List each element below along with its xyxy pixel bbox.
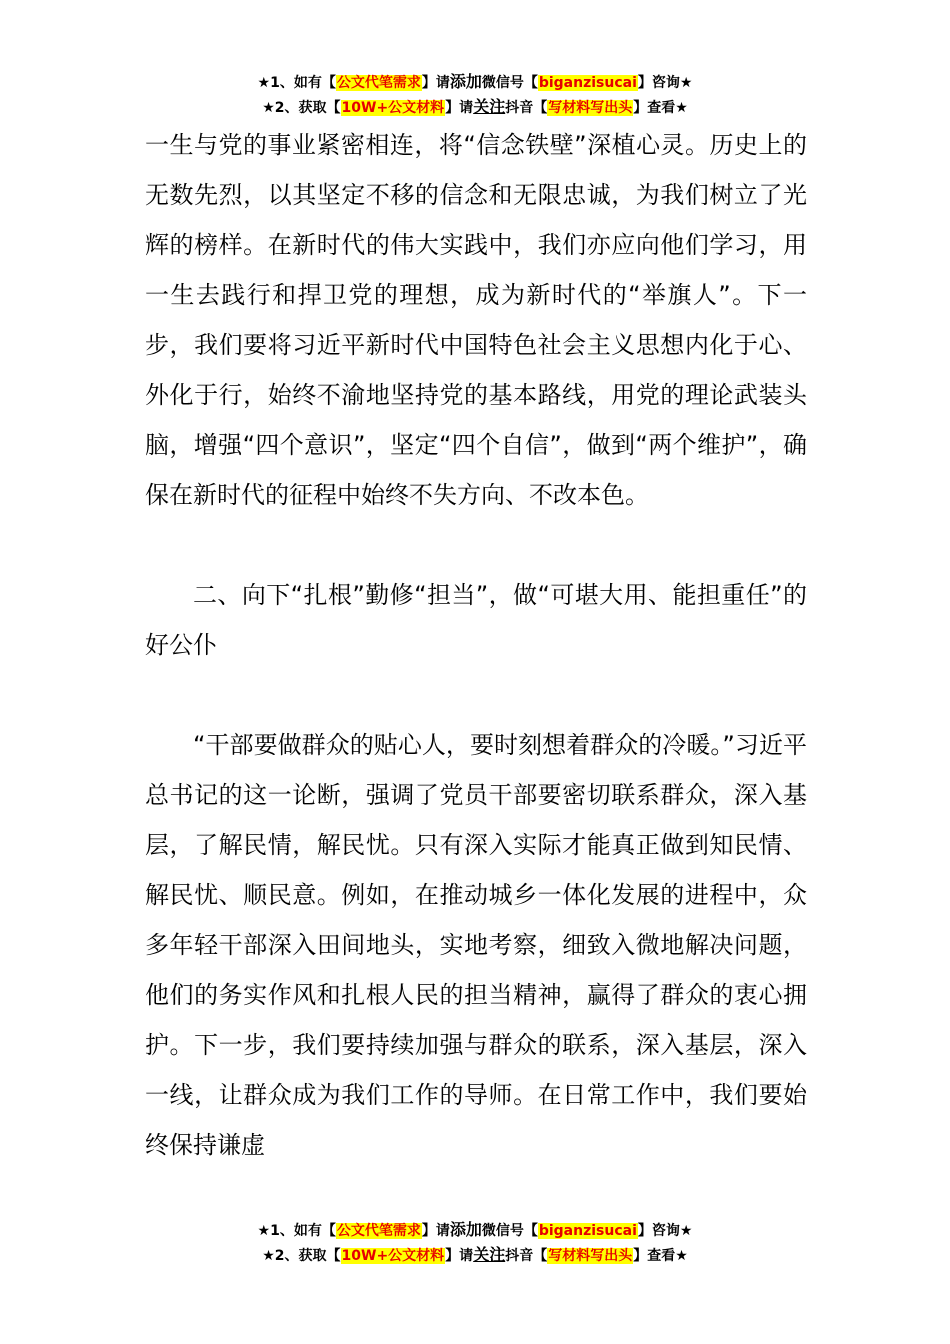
highlight-wechat-id: biganzisucai	[538, 75, 637, 91]
star-icon: ★	[262, 100, 275, 116]
highlight-materials: 10W+公文材料	[341, 100, 445, 116]
star-icon: ★	[675, 1248, 688, 1264]
banner-line-1: ★1、如有【公文代笔需求】请添加微信号【biganzisucai】咨询★	[257, 72, 693, 91]
document-body	[145, 120, 807, 1170]
highlight-douyin-id: 写材料写出头	[548, 1248, 633, 1264]
star-icon: ★	[679, 1223, 693, 1239]
highlight-service: 公文代笔需求	[336, 1223, 421, 1239]
highlight-service: 公文代笔需求	[336, 75, 421, 91]
banner-line-2: ★2、获取【10W+公文材料】请关注抖音【写材料写出头】查看★	[262, 1245, 688, 1264]
banner-line-2: ★2、获取【10W+公文材料】请关注抖音【写材料写出头】查看★	[262, 97, 688, 116]
header-banner	[0, 70, 950, 120]
highlight-materials: 10W+公文材料	[341, 1248, 445, 1264]
star-icon: ★	[675, 100, 688, 116]
paragraph: “干部要做群众的贴心人，要时刻想着群众的冷暖。”习近平总书记的这一论断，强调了党员干部要密切联系群众，深入基层，了解民情，解民忧。只有深入实际才能真正做到知民情、解民忧、顺民意。例如，在推动城乡一体化发展的进程中，众多年轻干部深入田间地头，实地考察，细致入微地解决问题，他们的务实作风和扎根人民的担当精神，赢得了群众的衷心拥护。下一步，我们要持续加强与群众的联系，深入基层，深入一线，让群众成为我们工作的导师。在日常工作中，我们要始终保持谦虚	[145, 731, 807, 1159]
star-icon: ★	[257, 75, 271, 91]
footer-banner	[0, 1218, 950, 1268]
section-heading: 二、向下“扎根”勤修“担当”，做“可堪大用、能担重任”的好公仆	[145, 581, 807, 659]
banner-line-1: ★1、如有【公文代笔需求】请添加微信号【biganzisucai】咨询★	[257, 1220, 693, 1239]
star-icon: ★	[262, 1248, 275, 1264]
paragraph: 一生与党的事业紧密相连，将“信念铁壁”深植心灵。历史上的无数先烈，以其坚定不移的信念和无限忠诚，为我们树立了光辉的榜样。在新时代的伟大实践中，我们亦应向他们学习，用一生去践行和捍卫党的理想，成为新时代的“举旗人”。下一步，我们要将习近平新时代中国特色社会主义思想内化于心、外化于行，始终不渝地坚持党的基本路线，用党的理论武装头脑，增强“四个意识”，坚定“四个自信”，做到“两个维护”，确保在新时代的征程中始终不失方向、不改本色。	[145, 131, 807, 509]
star-icon: ★	[257, 1223, 271, 1239]
highlight-douyin-id: 写材料写出头	[548, 100, 633, 116]
highlight-wechat-id: biganzisucai	[538, 1223, 637, 1239]
star-icon: ★	[679, 75, 693, 91]
